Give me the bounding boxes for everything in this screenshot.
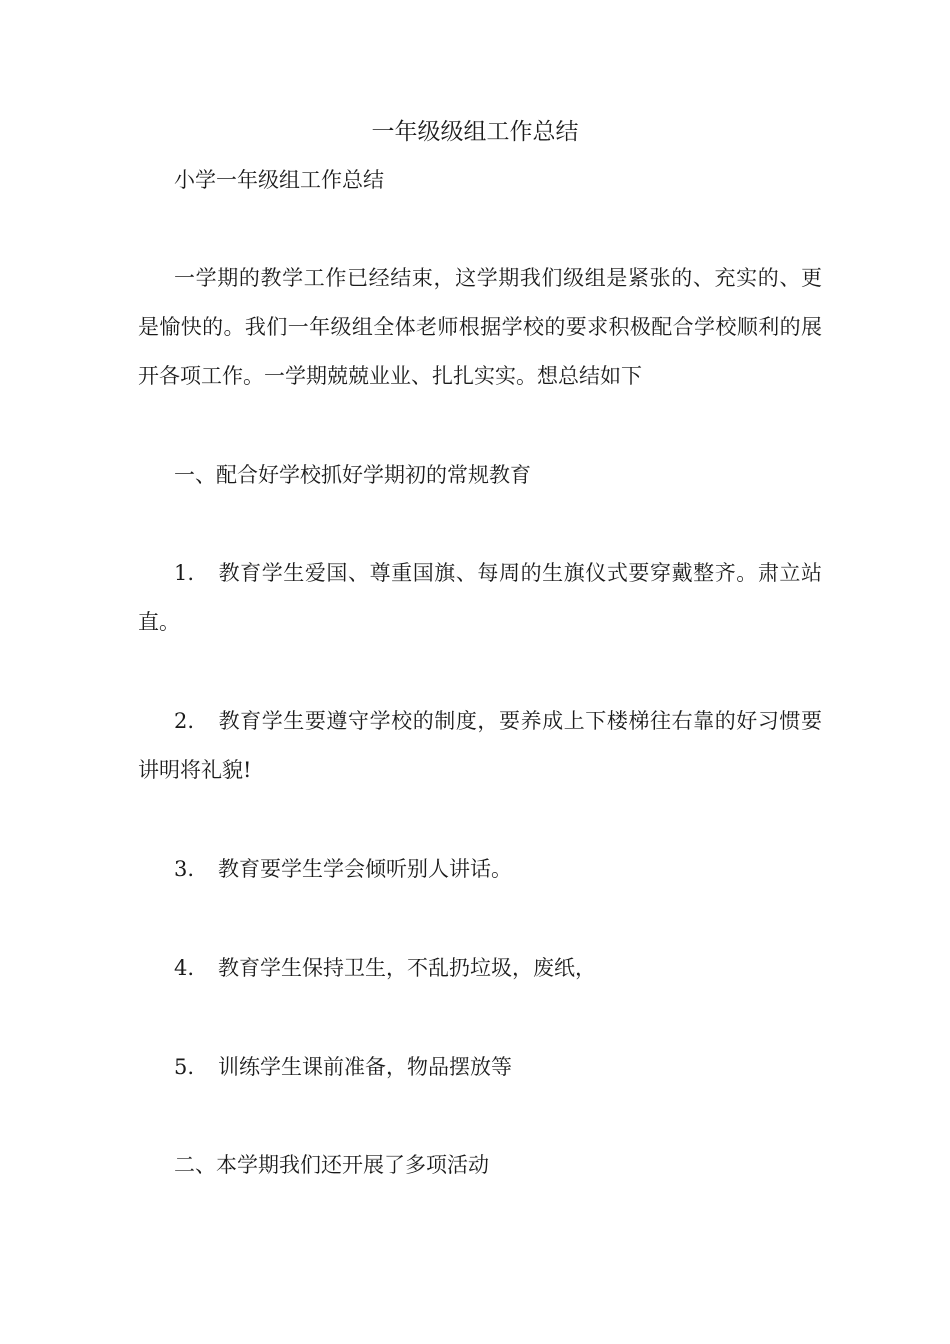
list-item-1 — [138, 549, 822, 647]
list-item-text: 教育学生保持卫生，不乱扔垃圾，废纸， — [218, 956, 596, 980]
list-item-text: 教育学生爱国、尊重国旗、每周的生旗仪式要穿戴整齐。肃立站直。 — [138, 561, 822, 634]
list-item-number: 4. — [174, 956, 195, 980]
list-item-2 — [138, 697, 822, 795]
list-item-text: 教育学生要遵守学校的制度，要养成上下楼梯往右靠的好习惯要讲明将礼貌! — [138, 709, 822, 782]
list-item-number: 3. — [174, 857, 195, 881]
list-item-3 — [138, 845, 822, 894]
list-item-number: 2. — [174, 709, 195, 733]
document-subtitle: 小学一年级组工作总结 — [174, 168, 384, 192]
section-1-heading: 一、配合好学校抓好学期初的常规教育 — [174, 463, 531, 487]
list-item-text: 训练学生课前准备，物品摆放等 — [218, 1055, 512, 1079]
list-item-number: 5. — [174, 1055, 195, 1079]
list-item-5 — [138, 1043, 822, 1092]
document-title: 一年级级组工作总结 — [371, 119, 579, 145]
list-item-4 — [138, 944, 822, 993]
intro-paragraph: 一学期的教学工作已经结束，这学期我们级组是紧张的、充实的、更是愉快的。我们一年级组全体老师根据学校的要求积极配合学校顺利的展开各项工作。一学期兢兢业业、扎扎实实。想总结如下 — [138, 266, 822, 388]
section-2-heading: 二、本学期我们还开展了多项活动 — [174, 1153, 489, 1177]
list-item-number: 1. — [174, 561, 195, 585]
list-item-text: 教育要学生学会倾听别人讲话。 — [218, 857, 512, 881]
